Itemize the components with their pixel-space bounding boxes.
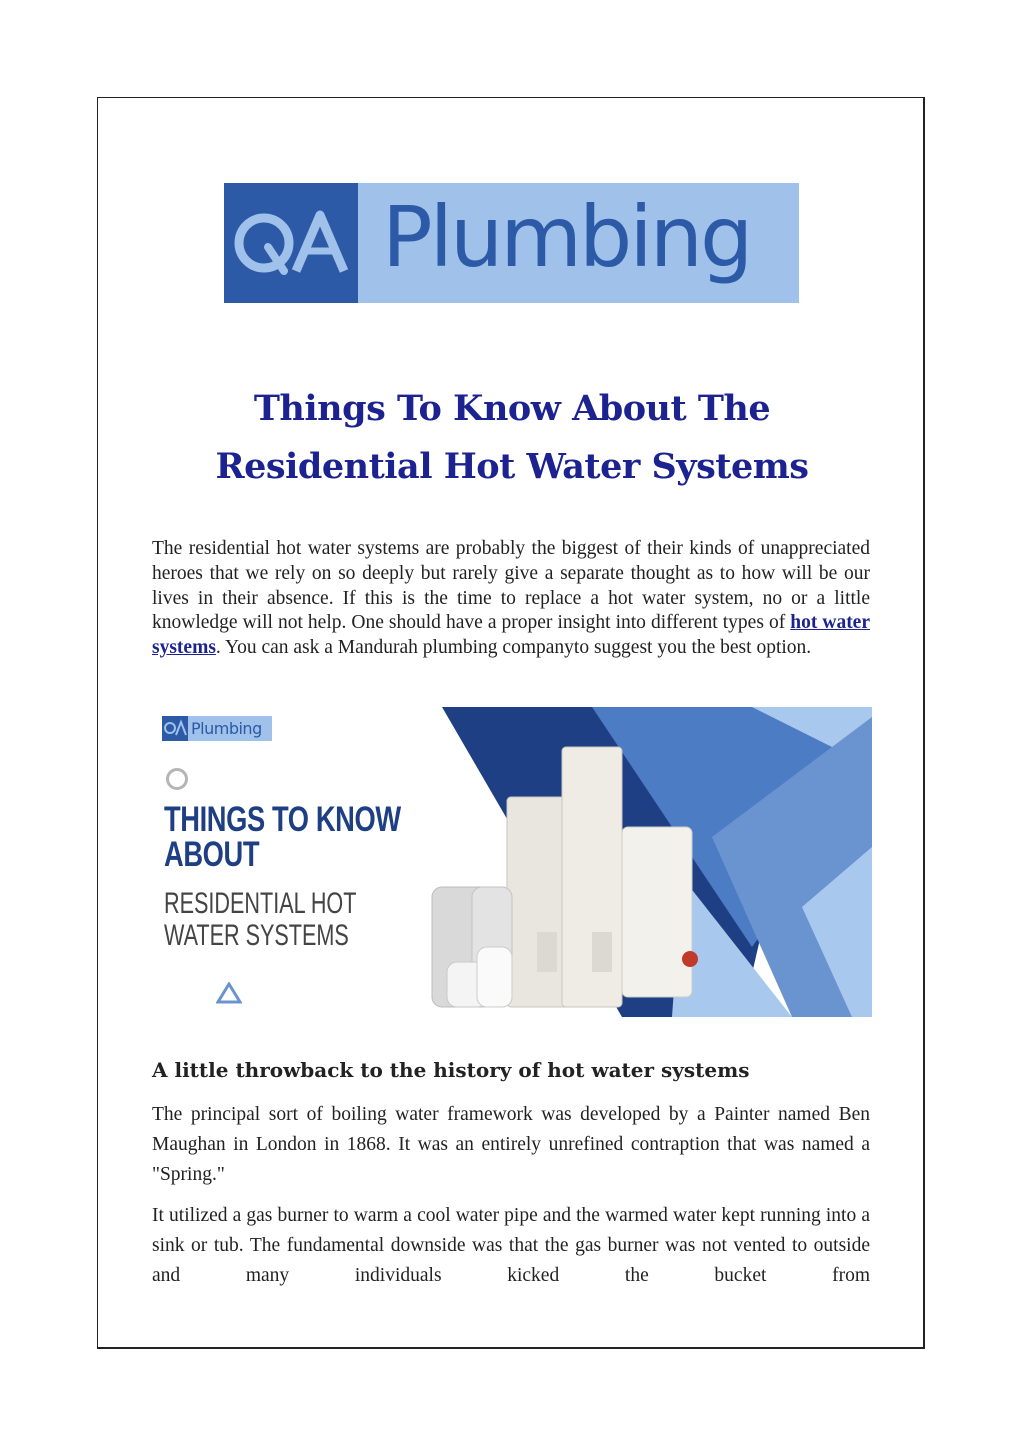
intro-paragraph — [152, 537, 870, 661]
banner-logo-mark — [162, 716, 188, 741]
banner-subheading — [164, 888, 356, 952]
banner-heading-line-2: ABOUT — [164, 835, 260, 874]
title-line-2: Residential Hot Water Systems — [215, 446, 809, 487]
banner-logo — [162, 716, 272, 741]
page-title — [120, 380, 904, 496]
banner-text-panel — [152, 707, 422, 1017]
triangle-icon — [216, 982, 242, 1004]
intro-text-end: . You can ask a Mandurah plumbing companyto suggest you the best option. — [215, 637, 812, 659]
banner-heading-line-1: THINGS TO KNOW — [164, 800, 401, 839]
history-paragraph-1: The principal sort of boiling water framework was developed by a Painter named Ben Maughan in London in 1868. It was an entirely unrefined contraption that was named a "Spring." — [152, 1104, 870, 1185]
section-heading: A little throwback to the history of hot water systems — [152, 1058, 750, 1082]
logo-wordmark-box — [358, 183, 799, 303]
intro-text-start: The residential hot water systems are probably the biggest of their kinds of unappreciated heroes that we rely on so deeply but rarely give a separate thought as to how will be our lives in their absence. If this is the time to replace a hot water system, no or a little knowledge will not help. One should have a proper insight into different types of — [152, 538, 870, 634]
title-line-1: Things To Know About The — [253, 388, 771, 429]
logo-wordmark: Plumbing — [382, 188, 751, 286]
qa-logo-mark — [224, 183, 358, 303]
history-paragraph-2: It utilized a gas burner to warm a cool water pipe and the warmed water kept running into a sink or tub. The fundamental downside was that the gas burner was not vented to outside and many individuals kicked the bucket from — [152, 1205, 870, 1286]
banner-logo-word: Plumbing — [188, 716, 272, 741]
qa-plumbing-logo — [224, 183, 799, 303]
banner-qa-icon — [162, 716, 188, 741]
qa-logo-icon — [224, 183, 358, 303]
banner-subheading-line-2: WATER SYSTEMS — [164, 919, 349, 952]
banner-subheading-line-1: RESIDENTIAL HOT — [164, 887, 357, 920]
banner-image — [152, 707, 872, 1017]
banner-heading — [164, 802, 401, 872]
circle-icon — [166, 768, 188, 790]
hot-water-systems-link[interactable]: hot water systems — [152, 612, 870, 659]
